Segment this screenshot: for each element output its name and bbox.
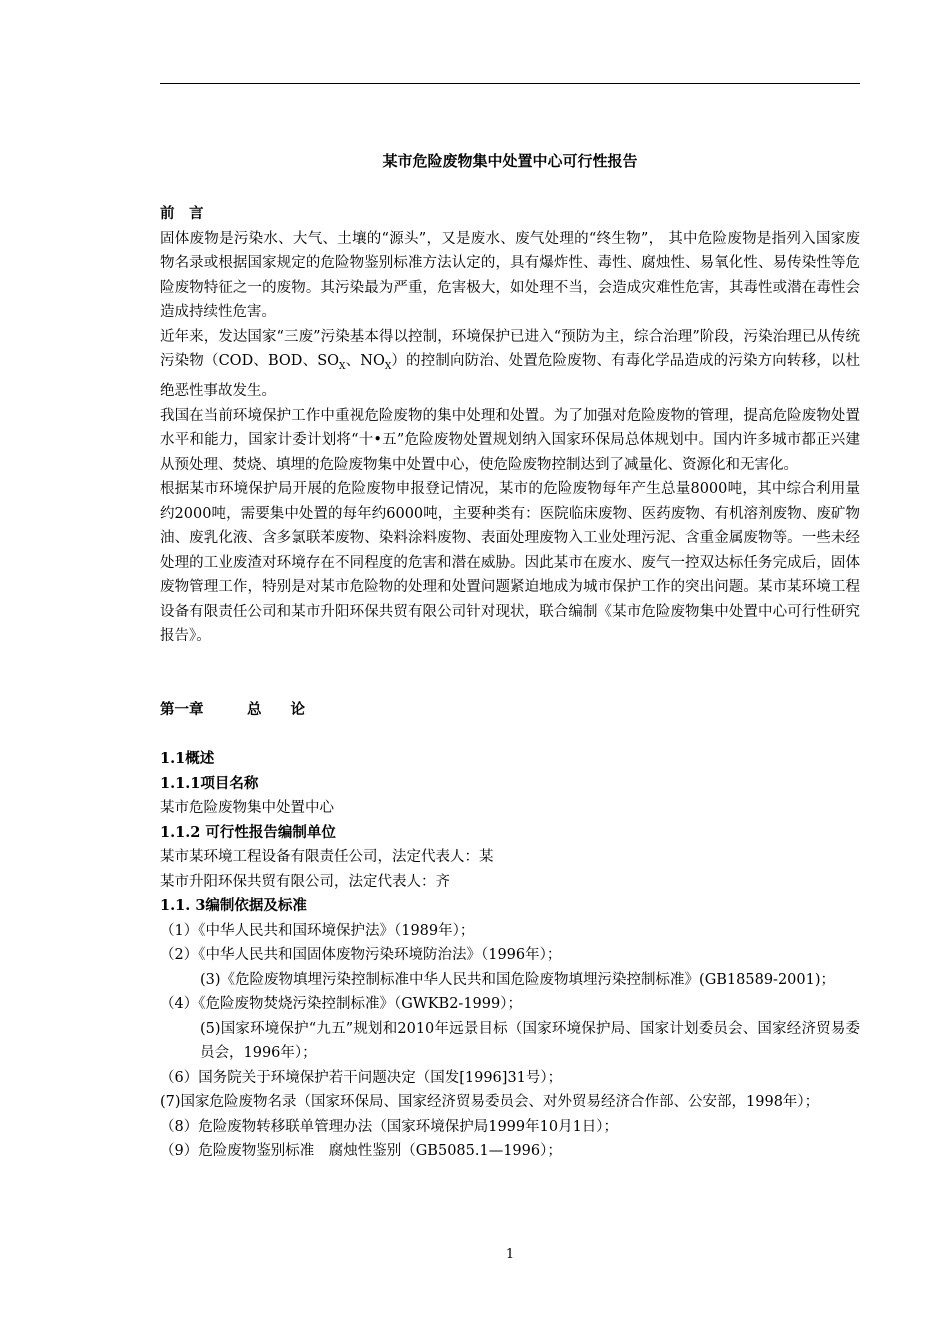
reference-item: (5)国家环境保护“九五”规划和2010年远景目标（国家环境保护局、国家计划委员会、国家经济贸易委员会，1996年）； — [200, 1020, 860, 1061]
chapter-1-body — [160, 747, 860, 1164]
section-1-1-heading: 1.1概述 — [160, 750, 215, 767]
header-rule — [160, 83, 860, 84]
reference-item: （9）危险废物鉴别标准 腐烛性鉴别（GB5085.1—1996）； — [160, 1143, 562, 1159]
preface-section — [160, 202, 860, 649]
project-name: 某市危险废物集中处置中心 — [160, 800, 334, 816]
chapter-1-heading-block — [160, 698, 860, 723]
document-title: 某市危险废物集中处置中心可行性报告 — [382, 152, 638, 170]
reference-item: (7)国家危险废物名录（国家环保局、国家经济贸易委员会、对外贸易经济合作部、公安部，1998年）； — [160, 1094, 820, 1110]
compiler-unit-2: 某市升阳环保共贸有限公司，法定代表人：齐 — [160, 873, 450, 890]
page-number: 1 — [505, 1247, 515, 1262]
preface-paragraph-4: 根据某市环境保护局开展的危险废物申报登记情况，某市的危险废物每年产生总量8000吨，其中综合利用量约2000吨，需要集中处置的每年约6000吨，主要种类有：医院临床废物、医药废物、有机溶剂废物、废矿物油、废乳化液、含多氯联苯废物、染料涂料废物、表面处理废物入工业处理污泥、含重金属废物等。一些未经处理的工业废渣对环境存在不同程度的危害和潜在威胁。因此某市在废水、废气一控双达标任务完成后，固体废物管理工作，特别是对某市危险物的处理和处置问题紧迫地成为城市保护工作的突出问题。某市某环境工程设备有限责任公司和某市升阳环保共贸有限公司针对现状，联合编制《某市危险废物集中处置中心可行性研究报告》。 — [160, 481, 860, 645]
preface-paragraph-2: 近年来，发达国家“三废”污染基本得以控制，环境保护已进入“预防为主，综合治理”阶段，污染治理已从传统污染物（COD、BOD、$SO_X$、$NO_X$）的控制向防治、处置危险废物、有毒化学品造成的污染方向转移，以杜绝恶性事故发生。 — [160, 328, 860, 400]
reference-item: （6）国务院关于环境保护若干问题决定（国发[1996]31号）； — [160, 1069, 563, 1086]
preface-heading: 前 言 — [160, 205, 204, 222]
section-1-1-2-heading: 1.1.2 可行性报告编制单位 — [160, 823, 336, 841]
reference-item: （1）《中华人民共和国环境保护法》（1989年）； — [160, 922, 475, 939]
reference-item: （8）危险废物转移联单管理办法（国家环境保护局1999年10月1日）； — [160, 1118, 619, 1135]
section-1-1-3-heading: 1.1. 3编制依据及标准 — [160, 897, 307, 914]
chapter-heading: 第一章 总 论 — [160, 701, 305, 718]
reference-item: (3)《危险废物填埋污染控制标准中华人民共和国危险废物填埋污染控制标准》(GB18589-2001)； — [200, 971, 836, 988]
compiler-unit-1: 某市某环境工程设备有限责任公司，法定代表人：某 — [160, 849, 494, 865]
preface-paragraph-1: 固体废物是污染水、大气、土壤的“源头”，又是废水、废气处理的“终生物”， 其中危险废物是指列入国家废物名录或根据国家规定的危险物鉴别标准方法认定的，具有爆炸性、毒性、腐烛性、易氧化性、易传染性等危险废物特征之一的废物。其污染最为严重，危害极大，如处理不当，会造成灾难性危害，其毒性或潜在毒性会造成持续性危害。 — [160, 230, 860, 320]
section-1-1-1-heading: 1.1.1项目名称 — [160, 774, 259, 792]
reference-item: （4）《危险废物焚烧污染控制标准》（GWKB2-1999）； — [160, 996, 522, 1012]
preface-paragraph-3: 我国在当前环境保护工作中重视危险废物的集中处理和处置。为了加强对危险废物的管理，提高危险废物处置水平和能力，国家计委计划将“十•五”危险废物处置规划纳入国家环保局总体规划中。国内许多城市都正兴建从预处理、焚烧、填埋的危险废物集中处置中心，使危险废物控制达到了减量化、资源化和无害化。 — [160, 407, 860, 473]
reference-item: （2）《中华人民共和国固体废物污染环境防治法》（1996年）； — [160, 947, 562, 963]
